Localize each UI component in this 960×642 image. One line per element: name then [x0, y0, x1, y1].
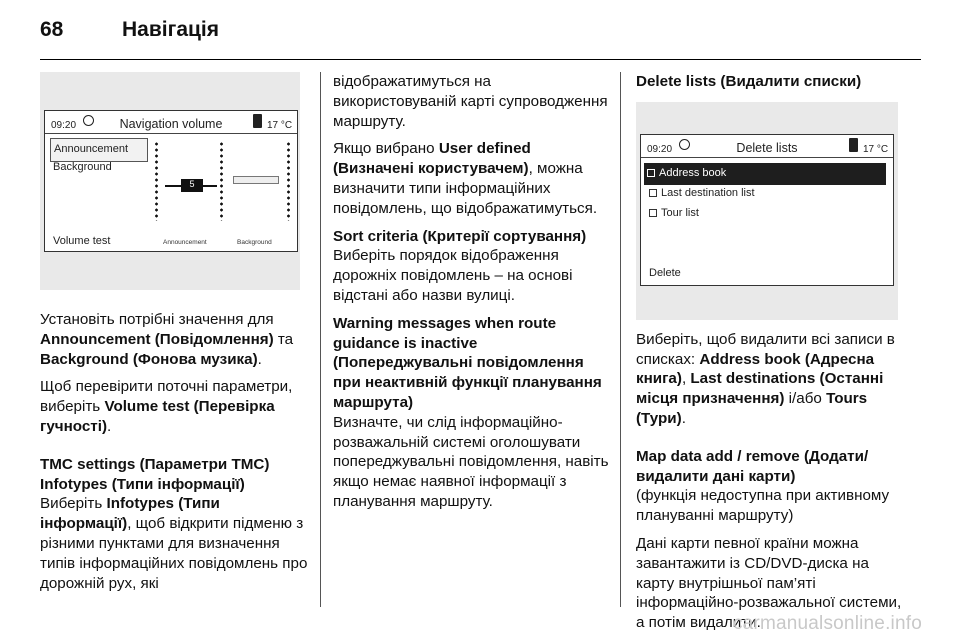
page-title: Навігація [122, 18, 220, 41]
screen-title: Delete lists [736, 140, 798, 155]
checkbox-icon [649, 209, 657, 217]
heading-tmc-settings: TMC settings (Параметри TMC) [40, 455, 270, 473]
screen-title: Navigation volume [119, 117, 223, 131]
temperature: 17 °C [267, 120, 293, 131]
navigation-volume-figure [40, 72, 300, 290]
menu-item-delete[interactable]: Delete [649, 266, 681, 279]
announcement-slider[interactable]: 5 [181, 179, 203, 192]
menu-item-last-destination-list[interactable]: Last destination list [646, 183, 758, 205]
column-divider-1 [320, 72, 321, 607]
checkbox-icon [647, 169, 655, 177]
phone-icon [849, 138, 858, 152]
paragraph-user-defined: Якщо вибрано User defined (Визначені користувачем), можна визначити типи інформаційних повідомлень, що відображатимуться. [333, 140, 598, 217]
column-3 [636, 72, 908, 641]
paragraph-delete-lists: Виберіть, щоб видалити всі записи в списках: Address book (Адресна книга), Last destinations (Останні місця призначення) і/або Tours (Тури). [636, 330, 895, 427]
watermark: carmanualsonline.info [732, 613, 922, 634]
heading-delete-lists: Delete lists (Видалити списки) [636, 73, 862, 90]
page-header [40, 14, 219, 46]
announcement-caption: Announcement [163, 239, 207, 246]
header-rule [40, 59, 921, 60]
paragraph-warning-messages: Визначте, чи слід інформаційно-розважальній системі оголошувати попереджувальні повідомлення, навіть якщо немає наявної інформації з планування маршруту. [333, 413, 609, 510]
paragraph-map-data: Дані карти певної країни можна завантажити із CD/DVD-диска на карту внутрішньої пам’яті інформаційно-розважальної системи, а потім видалити. [636, 534, 902, 632]
heading-sort-criteria: Sort criteria (Критерії сортування) [333, 227, 587, 245]
column-1 [40, 72, 308, 601]
temperature: 17 °C [863, 143, 889, 155]
clock-time: 09:20 [51, 120, 77, 131]
menu-item-tour-list[interactable]: Tour list [646, 203, 702, 225]
heading-infotypes: Infotypes (Типи інформації) [40, 475, 245, 493]
paragraph-map-data-note: (функція недоступна при активному плануванні маршруту) [636, 487, 890, 525]
menu-item-announcement[interactable]: Announcement [50, 138, 148, 162]
screen-status-bar [641, 135, 893, 158]
paragraph-sort-criteria: Виберіть порядок відображення дорожніх повідомлень – на основі відстані або назви вулиці. [333, 247, 573, 304]
heading-map-data: Map data add / remove (Додати/видалити дані карти) [636, 447, 869, 485]
checkbox-icon [649, 189, 657, 197]
column-2 [333, 72, 609, 520]
paragraph-volume-test: Щоб перевірити поточні параметри, виберіть Volume test (Перевірка гучності). [40, 378, 293, 435]
navigation-volume-screen [44, 110, 298, 252]
heading-warning-messages: Warning messages when route guidance is inactive (Попереджувальні повідомлення при неактивній функції планування маршрута) [333, 314, 602, 411]
background-slider[interactable] [233, 176, 279, 184]
menu-item-volume-test[interactable]: Volume test [53, 235, 111, 247]
phone-icon [253, 114, 262, 128]
scale-dots-middle [220, 141, 223, 221]
delete-lists-screen [640, 134, 894, 286]
clock-time: 09:20 [647, 143, 673, 155]
paragraph-displayed-map: відображатимуться на використовуваній карті супроводження маршруту. [333, 73, 608, 130]
scale-dots-right [287, 141, 290, 221]
page-number: 68 [40, 18, 64, 41]
delete-lists-figure [636, 102, 898, 320]
screen-status-bar [45, 111, 297, 134]
menu-item-background[interactable]: Background [53, 161, 112, 173]
paragraph-set-values: Установіть потрібні значення для Announcement (Повідомлення) та Background (Фонова музика). [40, 311, 294, 368]
paragraph-infotypes: Виберіть Infotypes (Типи інформації), щоб відкрити підменю з різними пунктами для визначення типів інформаційних повідомлень про дорожній рух, які [40, 495, 308, 592]
menu-item-address-book[interactable]: Address book [644, 163, 886, 185]
scale-dots-left [155, 141, 158, 221]
background-caption: Background [237, 239, 272, 246]
column-divider-2 [620, 72, 621, 607]
